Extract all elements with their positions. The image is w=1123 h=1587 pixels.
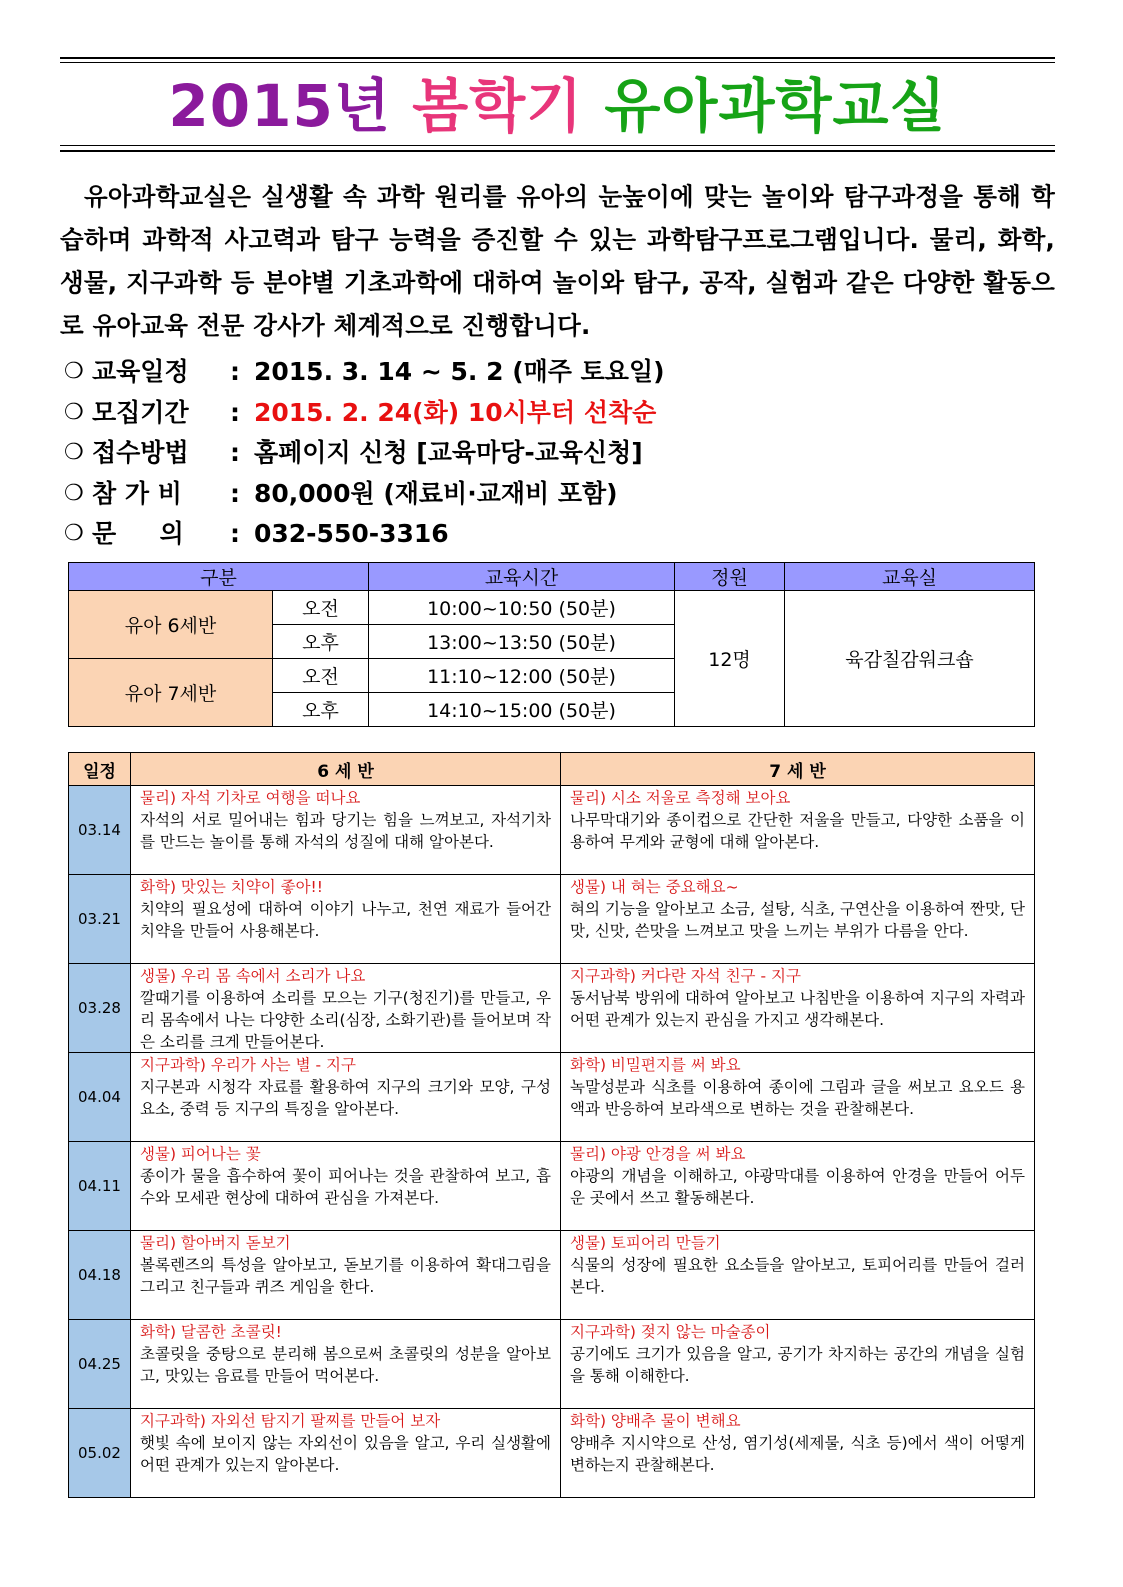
info-value: 80,000원 (재료비·교재비 포함)	[254, 478, 618, 508]
activity-title: 지구과학) 자외선 탐지기 팔찌를 만들어 보자	[140, 1412, 441, 1430]
program-row	[69, 1053, 1035, 1142]
circle-bullet-icon: ❍	[64, 521, 84, 547]
program-row	[69, 875, 1035, 964]
program-date: 04.18	[69, 1231, 131, 1320]
program-date: 03.14	[69, 786, 131, 875]
program-header-age6: 6 세 반	[131, 753, 561, 786]
program-header-date: 일정	[69, 753, 131, 786]
schedule-time: 14:10~15:00 (50분)	[369, 693, 675, 727]
info-colon: :	[230, 438, 240, 468]
circle-bullet-icon: ❍	[64, 399, 84, 425]
program-cell-age6	[131, 1231, 561, 1320]
program-row	[69, 1409, 1035, 1498]
info-colon: :	[230, 357, 240, 387]
program-date: 05.02	[69, 1409, 131, 1498]
program-cell-age7	[561, 1142, 1035, 1231]
activity-title: 화학) 양배추 물이 변해요	[570, 1412, 741, 1430]
activity-description: 혀의 기능을 알아보고 소금, 설탕, 식초, 구연산을 이용하여 짠맛, 단맛, 신맛, 쓴맛을 느껴보고 맛을 느끼는 부위가 다름을 안다.	[570, 900, 1025, 940]
program-date: 04.25	[69, 1320, 131, 1409]
info-row	[64, 352, 1054, 393]
program-date: 03.28	[69, 964, 131, 1053]
title-year: 2015년	[168, 72, 391, 140]
schedule-room: 육감칠감워크숍	[785, 591, 1035, 727]
activity-title: 물리) 할아버지 돋보기	[140, 1234, 291, 1252]
page-title	[60, 70, 1055, 142]
program-cell-age6	[131, 964, 561, 1053]
activity-description: 양배추 지시약으로 산성, 염기성(세제물, 식초 등)에서 색이 어떻게 변하는지 관찰해본다.	[570, 1434, 1025, 1474]
info-label: 접수방법	[92, 438, 189, 468]
program-row	[69, 964, 1035, 1053]
activity-description: 나무막대기와 종이컵으로 간단한 저울을 만들고, 다양한 소품을 이용하여 무게와 균형에 대해 알아본다.	[570, 811, 1025, 851]
schedule-time: 10:00~10:50 (50분)	[369, 591, 675, 625]
title-program: 유아과학교실	[604, 72, 947, 140]
program-date: 03.21	[69, 875, 131, 964]
activity-title: 물리) 자석 기차로 여행을 떠나요	[140, 789, 361, 807]
info-label: 교육일정	[92, 357, 189, 387]
info-row	[64, 514, 1054, 555]
activity-description: 종이가 물을 흡수하여 꽃이 피어나는 것을 관찰하여 보고, 흡수와 모세관 현상에 대하여 관심을 가져본다.	[140, 1167, 551, 1207]
activity-title: 생물) 우리 몸 속에서 소리가 나요	[140, 967, 366, 985]
activity-title: 화학) 달콤한 초콜릿!	[140, 1323, 282, 1341]
info-row	[64, 433, 1054, 474]
activity-title: 화학) 비밀편지를 써 봐요	[570, 1056, 741, 1074]
title-top-rule-thin	[60, 62, 1055, 63]
program-cell-age7	[561, 1409, 1035, 1498]
intro-text: 유아과학교실은 실생활 속 과학 원리를 유아의 눈높이에 맞는 놀이와 탐구과정을 통해 학습하며 과학적 사고력과 탐구 능력을 증진할 수 있는 과학탐구프로그램입니다. 물리, 화학, 생물, 지구과학 등 분야별 기초과학에 대하여 놀이와 탐구, 공작, 실험과 같은 다양한 활동으로 유아교육 전문 강사가 체계적으로 진행합니다.	[60, 182, 1055, 340]
program-cell-age6	[131, 786, 561, 875]
program-header-age7: 7 세 반	[561, 753, 1035, 786]
activity-description: 야광의 개념을 이해하고, 야광막대를 이용하여 안경을 만들어 어두운 곳에서 쓰고 활동해본다.	[570, 1167, 1025, 1207]
activity-description: 자석의 서로 밀어내는 힘과 당기는 힘을 느껴보고, 자석기차를 만드는 놀이를 통해 자석의 성질에 대해 알아본다.	[140, 811, 551, 851]
program-cell-age6	[131, 1142, 561, 1231]
info-value: 2015. 2. 24(화) 10시부터 선착순	[254, 397, 657, 427]
activity-title: 생물) 피어나는 꽃	[140, 1145, 261, 1163]
title-top-rule	[60, 57, 1055, 59]
activity-title: 생물) 토피어리 만들기	[570, 1234, 721, 1252]
activity-description: 깔때기를 이용하여 소리를 모으는 기구(청진기)를 만들고, 우리 몸속에서 나는 다양한 소리(심장, 소화기관)를 들어보며 작은 소리를 크게 만들어본다.	[140, 989, 551, 1051]
info-list	[64, 352, 1054, 555]
schedule-table	[68, 562, 1035, 727]
program-row	[69, 786, 1035, 875]
schedule-header-division: 구분	[69, 563, 369, 591]
schedule-capacity: 12명	[675, 591, 785, 727]
schedule-group-7: 유아 7세반	[69, 659, 273, 727]
activity-description: 녹말성분과 식초를 이용하여 종이에 그림과 글을 써보고 요오드 용액과 반응하여 보라색으로 변하는 것을 관찰해본다.	[570, 1078, 1025, 1118]
schedule-period: 오후	[273, 625, 369, 659]
schedule-header-time: 교육시간	[369, 563, 675, 591]
program-cell-age6	[131, 1409, 561, 1498]
info-colon: :	[230, 519, 240, 549]
info-value: 032-550-3316	[254, 519, 449, 549]
info-colon: :	[230, 478, 240, 508]
activity-title: 화학) 맛있는 치약이 좋아!!	[140, 878, 323, 896]
info-label: 문 의	[92, 519, 184, 549]
program-row	[69, 1320, 1035, 1409]
title-bottom-rule-thin	[60, 145, 1055, 146]
activity-title: 지구과학) 커다란 자석 친구 - 지구	[570, 967, 801, 985]
activity-description: 지구본과 시청각 자료를 활용하여 지구의 크기와 모양, 구성요소, 중력 등 지구의 특징을 알아본다.	[140, 1078, 551, 1118]
circle-bullet-icon: ❍	[64, 440, 84, 466]
program-cell-age6	[131, 1053, 561, 1142]
activity-title: 지구과학) 젖지 않는 마술종이	[570, 1323, 771, 1341]
info-row	[64, 474, 1054, 515]
program-cell-age7	[561, 1053, 1035, 1142]
info-row	[64, 393, 1054, 434]
title-season: 봄학기	[412, 72, 584, 140]
program-row	[69, 1142, 1035, 1231]
info-value: 홈페이지 신청 [교육마당-교육신청]	[254, 438, 643, 468]
program-cell-age7	[561, 964, 1035, 1053]
schedule-header-row	[69, 563, 1035, 591]
schedule-time: 13:00~13:50 (50분)	[369, 625, 675, 659]
program-cell-age7	[561, 875, 1035, 964]
schedule-row	[69, 591, 1035, 625]
info-colon: :	[230, 397, 240, 427]
activity-title: 생물) 내 혀는 중요해요~	[570, 878, 739, 896]
schedule-time: 11:10~12:00 (50분)	[369, 659, 675, 693]
activity-title: 물리) 시소 저울로 측정해 보아요	[570, 789, 791, 807]
activity-title: 지구과학) 우리가 사는 별 - 지구	[140, 1056, 356, 1074]
program-header-row	[69, 753, 1035, 786]
schedule-header-room: 교육실	[785, 563, 1035, 591]
activity-description: 치약의 필요성에 대하여 이야기 나누고, 천연 재료가 들어간 치약을 만들어 사용해본다.	[140, 900, 551, 940]
program-table	[68, 752, 1035, 1498]
activity-description: 햇빛 속에 보이지 않는 자외선이 있음을 알고, 우리 실생활에 어떤 관계가 있는지 알아본다.	[140, 1434, 551, 1474]
activity-description: 식물의 성장에 필요한 요소들을 알아보고, 토피어리를 만들어 걸러본다.	[570, 1256, 1025, 1296]
activity-description: 공기에도 크기가 있음을 알고, 공기가 차지하는 공간의 개념을 실험을 통해 이해한다.	[570, 1345, 1025, 1385]
program-cell-age7	[561, 1320, 1035, 1409]
program-cell-age7	[561, 1231, 1035, 1320]
schedule-group-6: 유아 6세반	[69, 591, 273, 659]
title-bottom-rule	[60, 150, 1055, 152]
schedule-period: 오전	[273, 659, 369, 693]
info-label: 모집기간	[92, 397, 189, 427]
intro-paragraph	[60, 175, 1055, 347]
program-cell-age7	[561, 786, 1035, 875]
schedule-header-capacity: 정원	[675, 563, 785, 591]
circle-bullet-icon: ❍	[64, 480, 84, 506]
activity-title: 물리) 야광 안경을 써 봐요	[570, 1145, 746, 1163]
program-date: 04.11	[69, 1142, 131, 1231]
schedule-period: 오후	[273, 693, 369, 727]
program-row	[69, 1231, 1035, 1320]
activity-description: 초콜릿을 중탕으로 분리해 봄으로써 초콜릿의 성분을 알아보고, 맛있는 음료를 만들어 먹어본다.	[140, 1345, 551, 1385]
activity-description: 볼록렌즈의 특성을 알아보고, 돋보기를 이용하여 확대그림을 그리고 친구들과 퀴즈 게임을 한다.	[140, 1256, 551, 1296]
program-cell-age6	[131, 1320, 561, 1409]
program-date: 04.04	[69, 1053, 131, 1142]
circle-bullet-icon: ❍	[64, 359, 84, 385]
info-label: 참 가 비	[92, 478, 182, 508]
info-value: 2015. 3. 14 ~ 5. 2 (매주 토요일)	[254, 357, 665, 387]
schedule-period: 오전	[273, 591, 369, 625]
activity-description: 동서남북 방위에 대하여 알아보고 나침반을 이용하여 지구의 자력과 어떤 관계가 있는지 관심을 가지고 생각해본다.	[570, 989, 1025, 1029]
program-cell-age6	[131, 875, 561, 964]
